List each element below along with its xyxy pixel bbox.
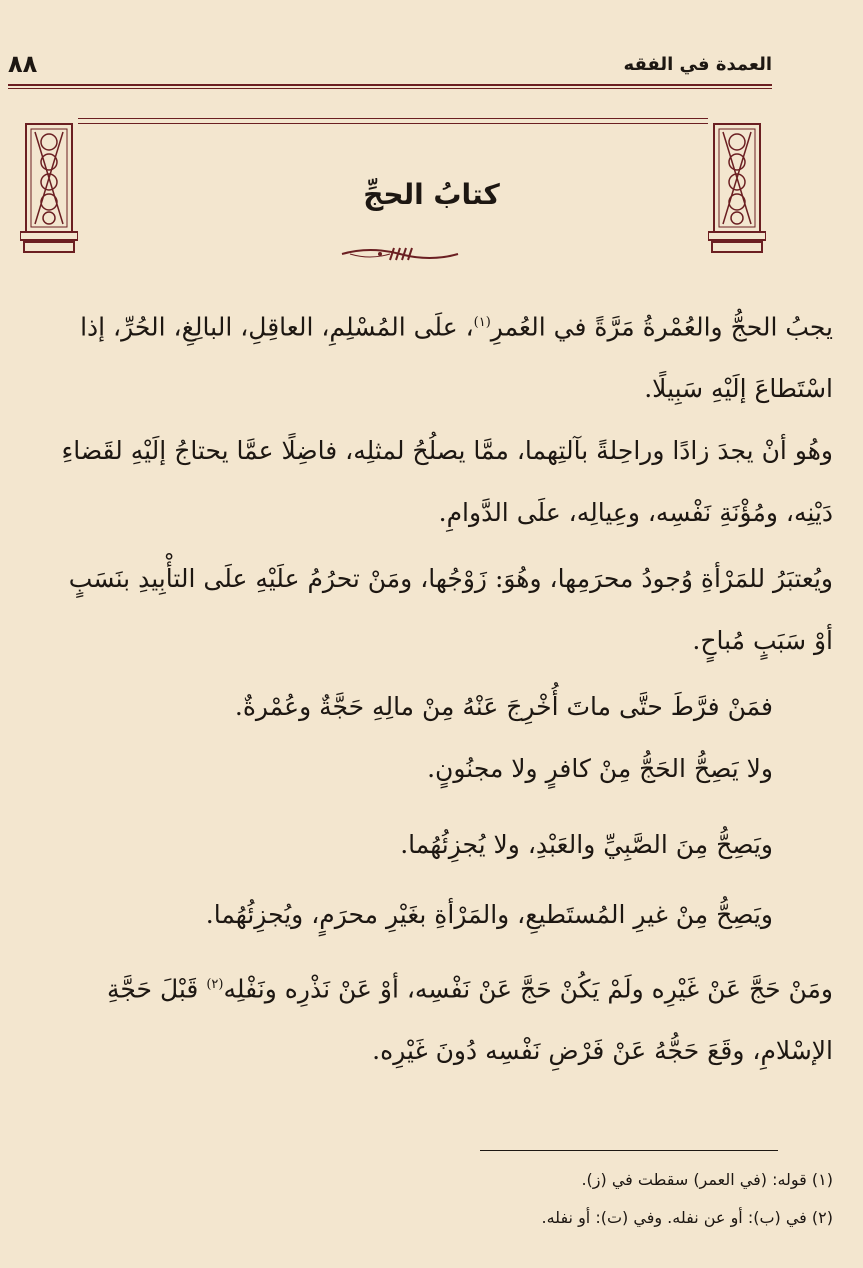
footnote-marker-1[interactable]: (١) xyxy=(473,315,491,330)
paragraph-3 xyxy=(30,548,833,672)
paragraph-6: ويَصِحُّ مِنَ الصَّبِيِّ والعَبْدِ، ولا يُجزِئُهُما. xyxy=(400,830,773,859)
page-number: ٨٨ xyxy=(8,50,38,78)
paragraph-1 xyxy=(30,292,833,420)
header-rule xyxy=(8,84,772,86)
paragraph-3-line-1: ويُعتبَرُ للمَرْأةِ وُجودُ محرَمِها، وهُوَ: زَوْجُها، ومَنْ تحرُمُ علَيْهِ علَى التأْبِيدِ بنَسَبٍ xyxy=(68,564,833,593)
frame-top-line xyxy=(78,118,708,119)
paragraph-1-line-2: اسْتَطاعَ إلَيْهِ سَبِيلًا. xyxy=(644,374,833,404)
paragraph-4: فمَنْ فرَّطَ حتَّى ماتَ أُخْرِجَ عَنْهُ مِنْ مالِهِ حَجَّةٌ وعُمْرةٌ. xyxy=(234,692,773,721)
paragraph-8-line-1: ومَنْ حَجَّ عَنْ غَيْرِه ولَمْ يَكُنْ حَجَّ عَنْ نَفْسِه، أوْ عَنْ نَذْرِه ونَفْلِه$^{(٢)}$ قَبْلَ حَجَّةِ xyxy=(107,974,833,1004)
footnote-marker-2[interactable]: (٢) xyxy=(206,977,224,992)
paragraph-2-line-2: دَيْنِه، ومُؤْنَةِ نَفْسِه، وعِيالِه، علَى الدَّوامِ. xyxy=(438,498,833,527)
footnote-1: (١) قوله: (في العمر) سقطت في (ز). xyxy=(581,1170,833,1189)
paragraph-2-line-1: وهُو أنْ يجدَ زادًا وراحِلةً بآلتِهما، ممَّا يصلُحُ لمثلِه، فاضِلًا عمَّا يحتاجُ إلَيْهِ لقَضاءِ xyxy=(61,436,833,465)
footnote-2: (٢) في (ب): أو عن نفله. وفي (ت): أو نفله. xyxy=(541,1208,833,1227)
footnote-separator xyxy=(480,1150,778,1151)
running-header-title: العمدة في الفقه xyxy=(623,54,772,75)
header-rule-thin xyxy=(8,88,772,89)
paragraph-8 xyxy=(30,954,833,1082)
paragraph-2 xyxy=(30,420,833,544)
title-divider-ornament-icon xyxy=(340,242,460,266)
frame-top-line-inner xyxy=(78,123,708,124)
paragraph-1-line-1: يجبُ الحجُّ والعُمْرةُ مَرَّةً في العُمرِ$^{(١)}$، علَى المُسْلِمِ، العاقِلِ، البالِغِ، الحُرِّ، إذا xyxy=(80,312,833,342)
paragraph-7: ويَصِحُّ مِنْ غيرِ المُستَطيعِ، والمَرْأةِ بغَيْرِ محرَمٍ، ويُجزِئُهُما. xyxy=(205,900,773,929)
paragraph-5: ولا يَصِحُّ الحَجُّ مِنْ كافرٍ ولا مجنُونٍ. xyxy=(427,754,773,783)
running-header xyxy=(8,52,772,80)
chapter-title: كتابُ الحجِّ xyxy=(363,178,500,211)
paragraph-8-line-2: الإسْلامِ، وقَعَ حَجُّهُ عَنْ فَرْضِ نَفْسِه دُونَ غَيْرِه. xyxy=(372,1036,833,1066)
paragraph-3-line-2: أوْ سَبَبٍ مُباحٍ. xyxy=(692,626,833,655)
